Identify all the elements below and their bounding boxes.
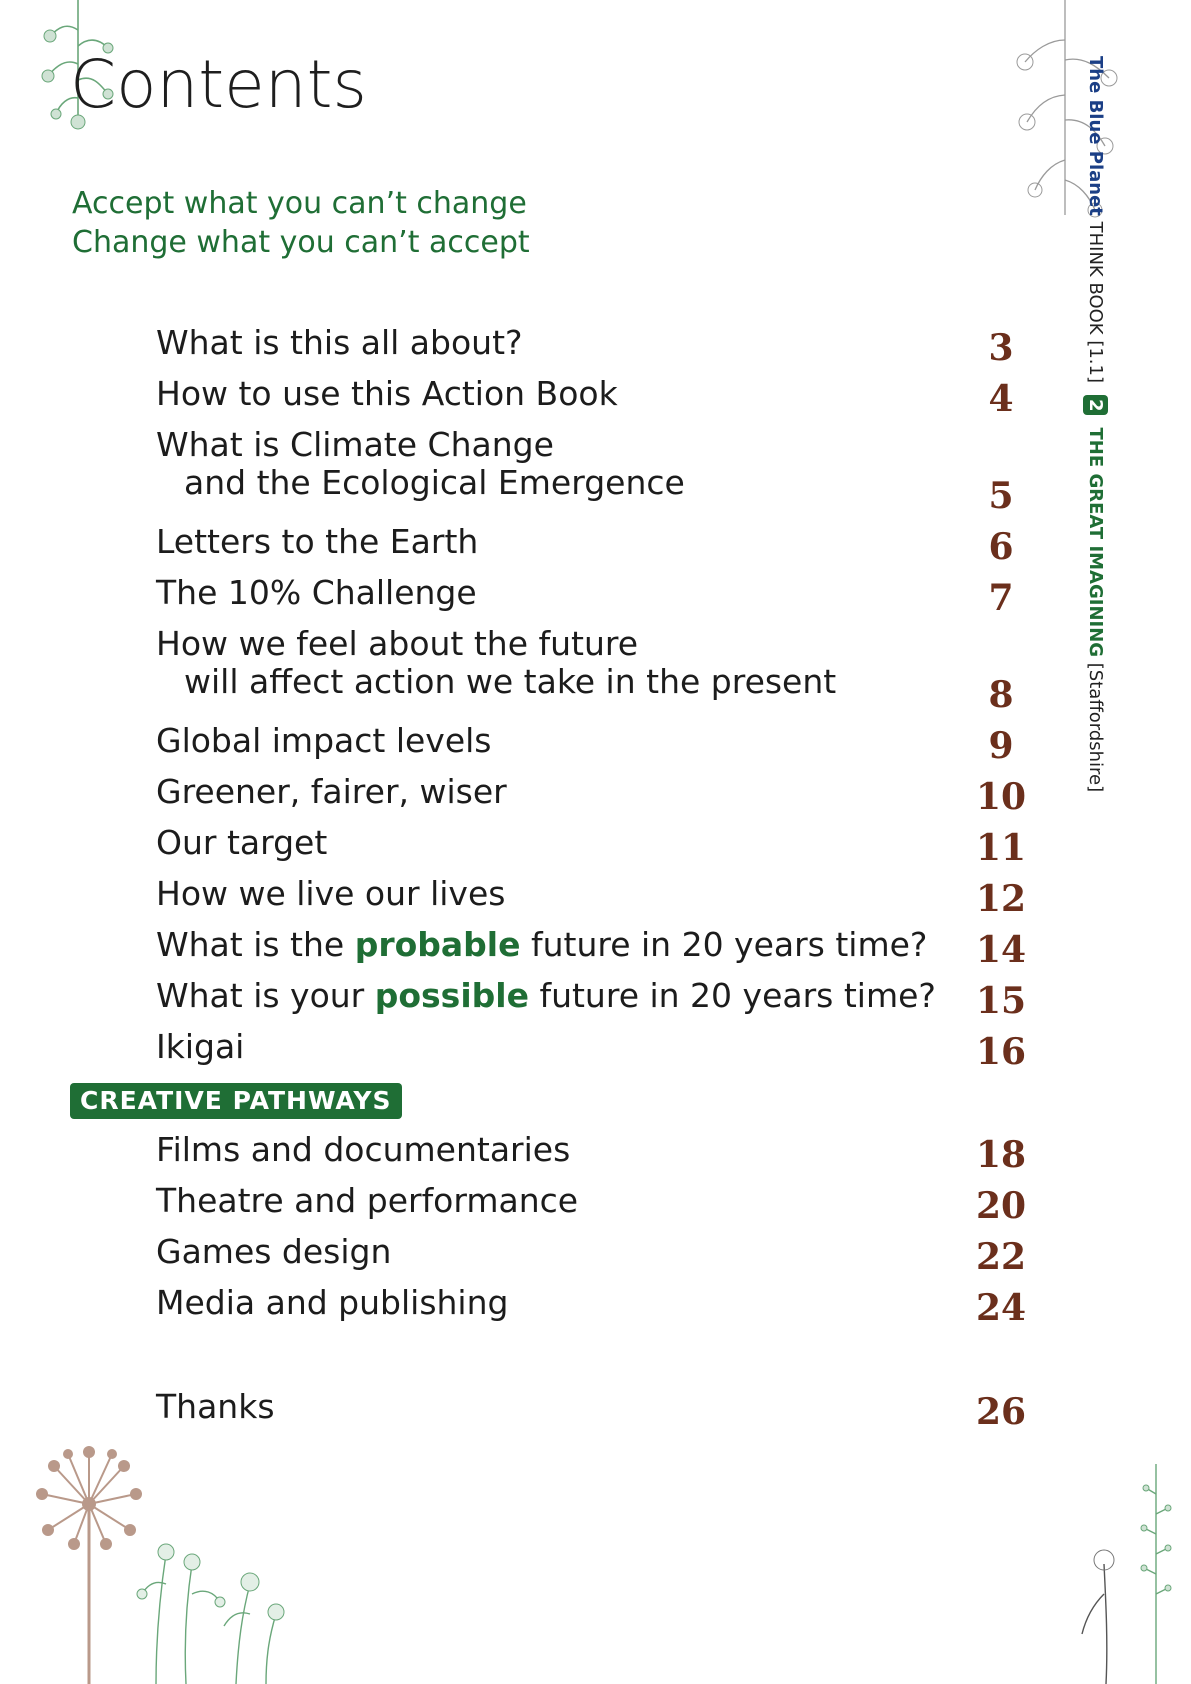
toc-entry[interactable] [156,426,1031,523]
toc-entry[interactable] [156,375,1031,426]
toc-entry[interactable] [156,324,1031,375]
spine-book: THINK BOOK [1.1] [1085,215,1106,389]
toc-entry-title: Media and publishing [156,1283,509,1322]
creative-pathways-list [156,1131,1031,1335]
toc-entry-title: Greener, fairer, wiser [156,772,507,811]
toc-page-number: 26 [975,1391,1027,1433]
toc-entry-title-pre: What is your [156,976,375,1015]
toc-page-number: 3 [988,327,1014,369]
toc-entry[interactable] [156,523,1031,574]
toc-entry[interactable] [156,1131,1031,1182]
toc-entry-highlight: probable [354,925,521,964]
motto [72,184,530,262]
toc-page-number: 9 [988,725,1014,767]
spine-number-badge: 2 [1083,395,1108,416]
toc-page-number: 5 [988,475,1014,517]
toc-entry-title-continued: will affect action we take in the present [184,662,837,701]
toc-entry[interactable] [156,625,1031,722]
toc-entry[interactable] [156,1182,1031,1233]
toc-entry-title: Ikigai [156,1027,245,1066]
toc-entry-title: Games design [156,1232,392,1271]
toc-entry-title-continued: and the Ecological Emergence [184,463,685,502]
wildflowers-bottom-left [126,1524,296,1684]
toc-entry-title: Thanks [156,1387,275,1426]
closing-list [156,1388,1031,1439]
toc-entry-title: How to use this Action Book [156,374,618,413]
toc-entry[interactable] [156,875,1031,926]
toc-entry-thanks[interactable] [156,1388,1031,1439]
toc-entry-title: Our target [156,823,328,862]
toc-entry[interactable] [156,574,1031,625]
toc-page-number: 22 [975,1236,1027,1278]
toc-entry-title: The 10% Challenge [156,573,477,612]
toc-page-number: 14 [975,929,1027,971]
toc-entry[interactable] [156,824,1031,875]
toc-page-number: 7 [988,577,1014,619]
spine-program: THE GREAT IMAGINING [1085,421,1106,658]
toc-entry-title: What is this all about? [156,323,523,362]
table-of-contents [156,324,1031,1079]
toc-page-number: 8 [988,674,1014,716]
motto-line-1: Accept what you can’t change [72,186,527,221]
wildflowers-bottom-right [1076,1454,1186,1684]
toc-entry-title: Global impact levels [156,721,492,760]
toc-entry-title: Letters to the Earth [156,522,479,561]
toc-page-number: 15 [975,980,1027,1022]
toc-entry[interactable] [156,977,1031,1028]
toc-page-number: 10 [975,776,1027,818]
toc-page-number: 24 [975,1287,1027,1329]
spine-brand: The Blue Planet [1085,56,1106,216]
toc-entry-title: How we live our lives [156,874,506,913]
toc-entry[interactable] [156,773,1031,824]
toc-entry-title: What is Climate Change [156,425,554,464]
toc-entry-title: Films and documentaries [156,1130,571,1169]
toc-entry-title-post: future in 20 years time? [520,925,928,964]
toc-page-number: 12 [975,878,1027,920]
toc-page-number: 20 [975,1185,1027,1227]
spine-label [1083,56,1108,792]
toc-entry-title: How we feel about the future [156,624,639,663]
toc-page-number: 6 [988,526,1014,568]
toc-entry[interactable] [156,1028,1031,1079]
section-badge-creative-pathways: CREATIVE PATHWAYS [70,1083,402,1119]
toc-page-number: 16 [975,1031,1027,1073]
toc-entry[interactable] [156,722,1031,773]
spine-place: [Staffordshire] [1085,657,1106,793]
toc-entry-title-pre: What is the [156,925,355,964]
toc-page-number: 11 [975,827,1027,869]
motto-line-2: Change what you can’t accept [72,225,530,260]
toc-entry[interactable] [156,1233,1031,1284]
toc-entry-highlight: possible [374,976,529,1015]
toc-entry-title-post: future in 20 years time? [528,976,936,1015]
page-title: Contents [70,46,367,123]
toc-entry[interactable] [156,926,1031,977]
toc-page-number: 4 [988,378,1014,420]
toc-entry-title: Theatre and performance [156,1181,579,1220]
toc-entry[interactable] [156,1284,1031,1335]
toc-page-number: 18 [975,1134,1027,1176]
